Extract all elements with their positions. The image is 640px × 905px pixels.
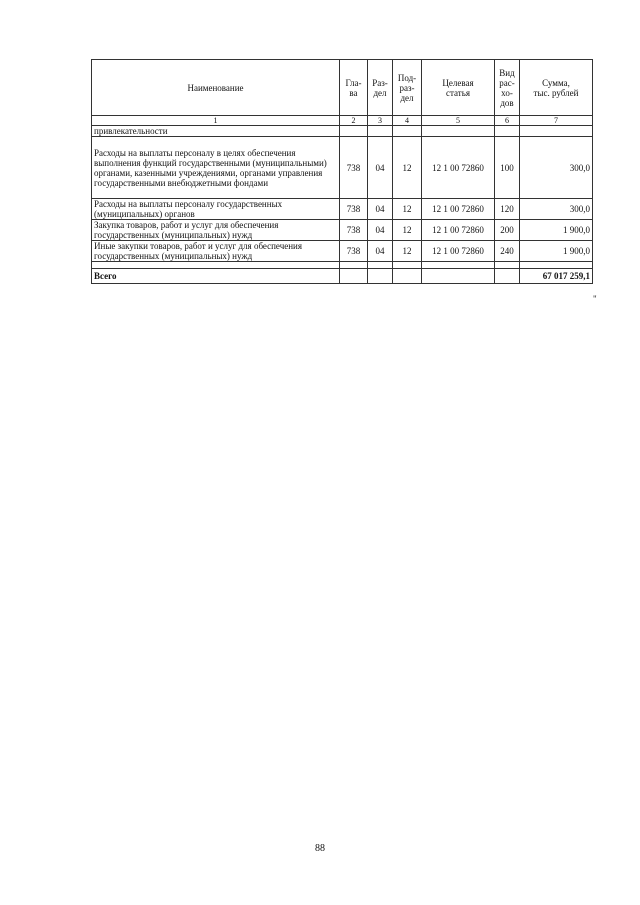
row-summa: 1 900,0 (520, 241, 593, 262)
table-row (92, 137, 593, 199)
empty-row (92, 262, 593, 269)
row-razdel: 04 (368, 137, 393, 199)
column-number: 3 (368, 116, 393, 126)
table-row (92, 241, 593, 262)
total-label: Всего (92, 269, 340, 284)
row-podrazdel: 12 (393, 241, 422, 262)
row-name: Иные закупки товаров, работ и услуг для обеспечения государственных (муниципальных) нужд (92, 241, 340, 262)
row-podrazdel: 12 (393, 199, 422, 220)
column-number: 4 (393, 116, 422, 126)
table-row (92, 220, 593, 241)
row-vid: 100 (495, 137, 520, 199)
row-glava: 738 (340, 137, 368, 199)
column-number: 5 (422, 116, 495, 126)
row-summa: 300,0 (520, 137, 593, 199)
row-name: Расходы на выплаты персоналу в целях обеспечения выполнения функций государственными (муниципальными) органами, казенными учреждениями, органами управления государственными внебюджетными фондами (92, 137, 340, 199)
header-glava: Гла- ва (340, 60, 368, 116)
row-glava: 738 (340, 220, 368, 241)
header-vid: Вид рас- хо- дов (495, 60, 520, 116)
row-name: Расходы на выплаты персоналу государственных (муниципальных) органов (92, 199, 340, 220)
row-vid: 240 (495, 241, 520, 262)
page-number: 88 (315, 843, 325, 854)
total-value: 67 017 259,1 (520, 269, 593, 284)
header-row (92, 60, 593, 116)
row-razdel: 04 (368, 199, 393, 220)
column-number-row (92, 116, 593, 126)
row-razdel: 04 (368, 241, 393, 262)
row-statya: 12 1 00 72860 (422, 220, 495, 241)
row-statya: 12 1 00 72860 (422, 241, 495, 262)
row-statya: 12 1 00 72860 (422, 199, 495, 220)
row-statya: 12 1 00 72860 (422, 137, 495, 199)
row-name: привлекательности (92, 126, 340, 137)
column-number: 2 (340, 116, 368, 126)
row-podrazdel: 12 (393, 137, 422, 199)
total-row (92, 269, 593, 284)
row-summa: 300,0 (520, 199, 593, 220)
row-name: Закупка товаров, работ и услуг для обеспечения государственных (муниципальных) нужд (92, 220, 340, 241)
row-vid: 200 (495, 220, 520, 241)
table-row (92, 126, 593, 137)
row-vid: 120 (495, 199, 520, 220)
header-summa: Сумма, тыс. рублей (520, 60, 593, 116)
column-number: 1 (92, 116, 340, 126)
row-glava: 738 (340, 199, 368, 220)
column-number: 6 (495, 116, 520, 126)
row-podrazdel: 12 (393, 220, 422, 241)
row-razdel: 04 (368, 220, 393, 241)
row-glava: 738 (340, 241, 368, 262)
header-statya: Целевая статья (422, 60, 495, 116)
header-podrazdel: Под- раз- дел (393, 60, 422, 116)
header-razdel: Раз- дел (368, 60, 393, 116)
row-summa: 1 900,0 (520, 220, 593, 241)
column-number: 7 (520, 116, 593, 126)
closing-quote: " (593, 294, 597, 304)
header-name: Наименование (92, 60, 340, 116)
budget-table (91, 59, 593, 284)
table-row (92, 199, 593, 220)
